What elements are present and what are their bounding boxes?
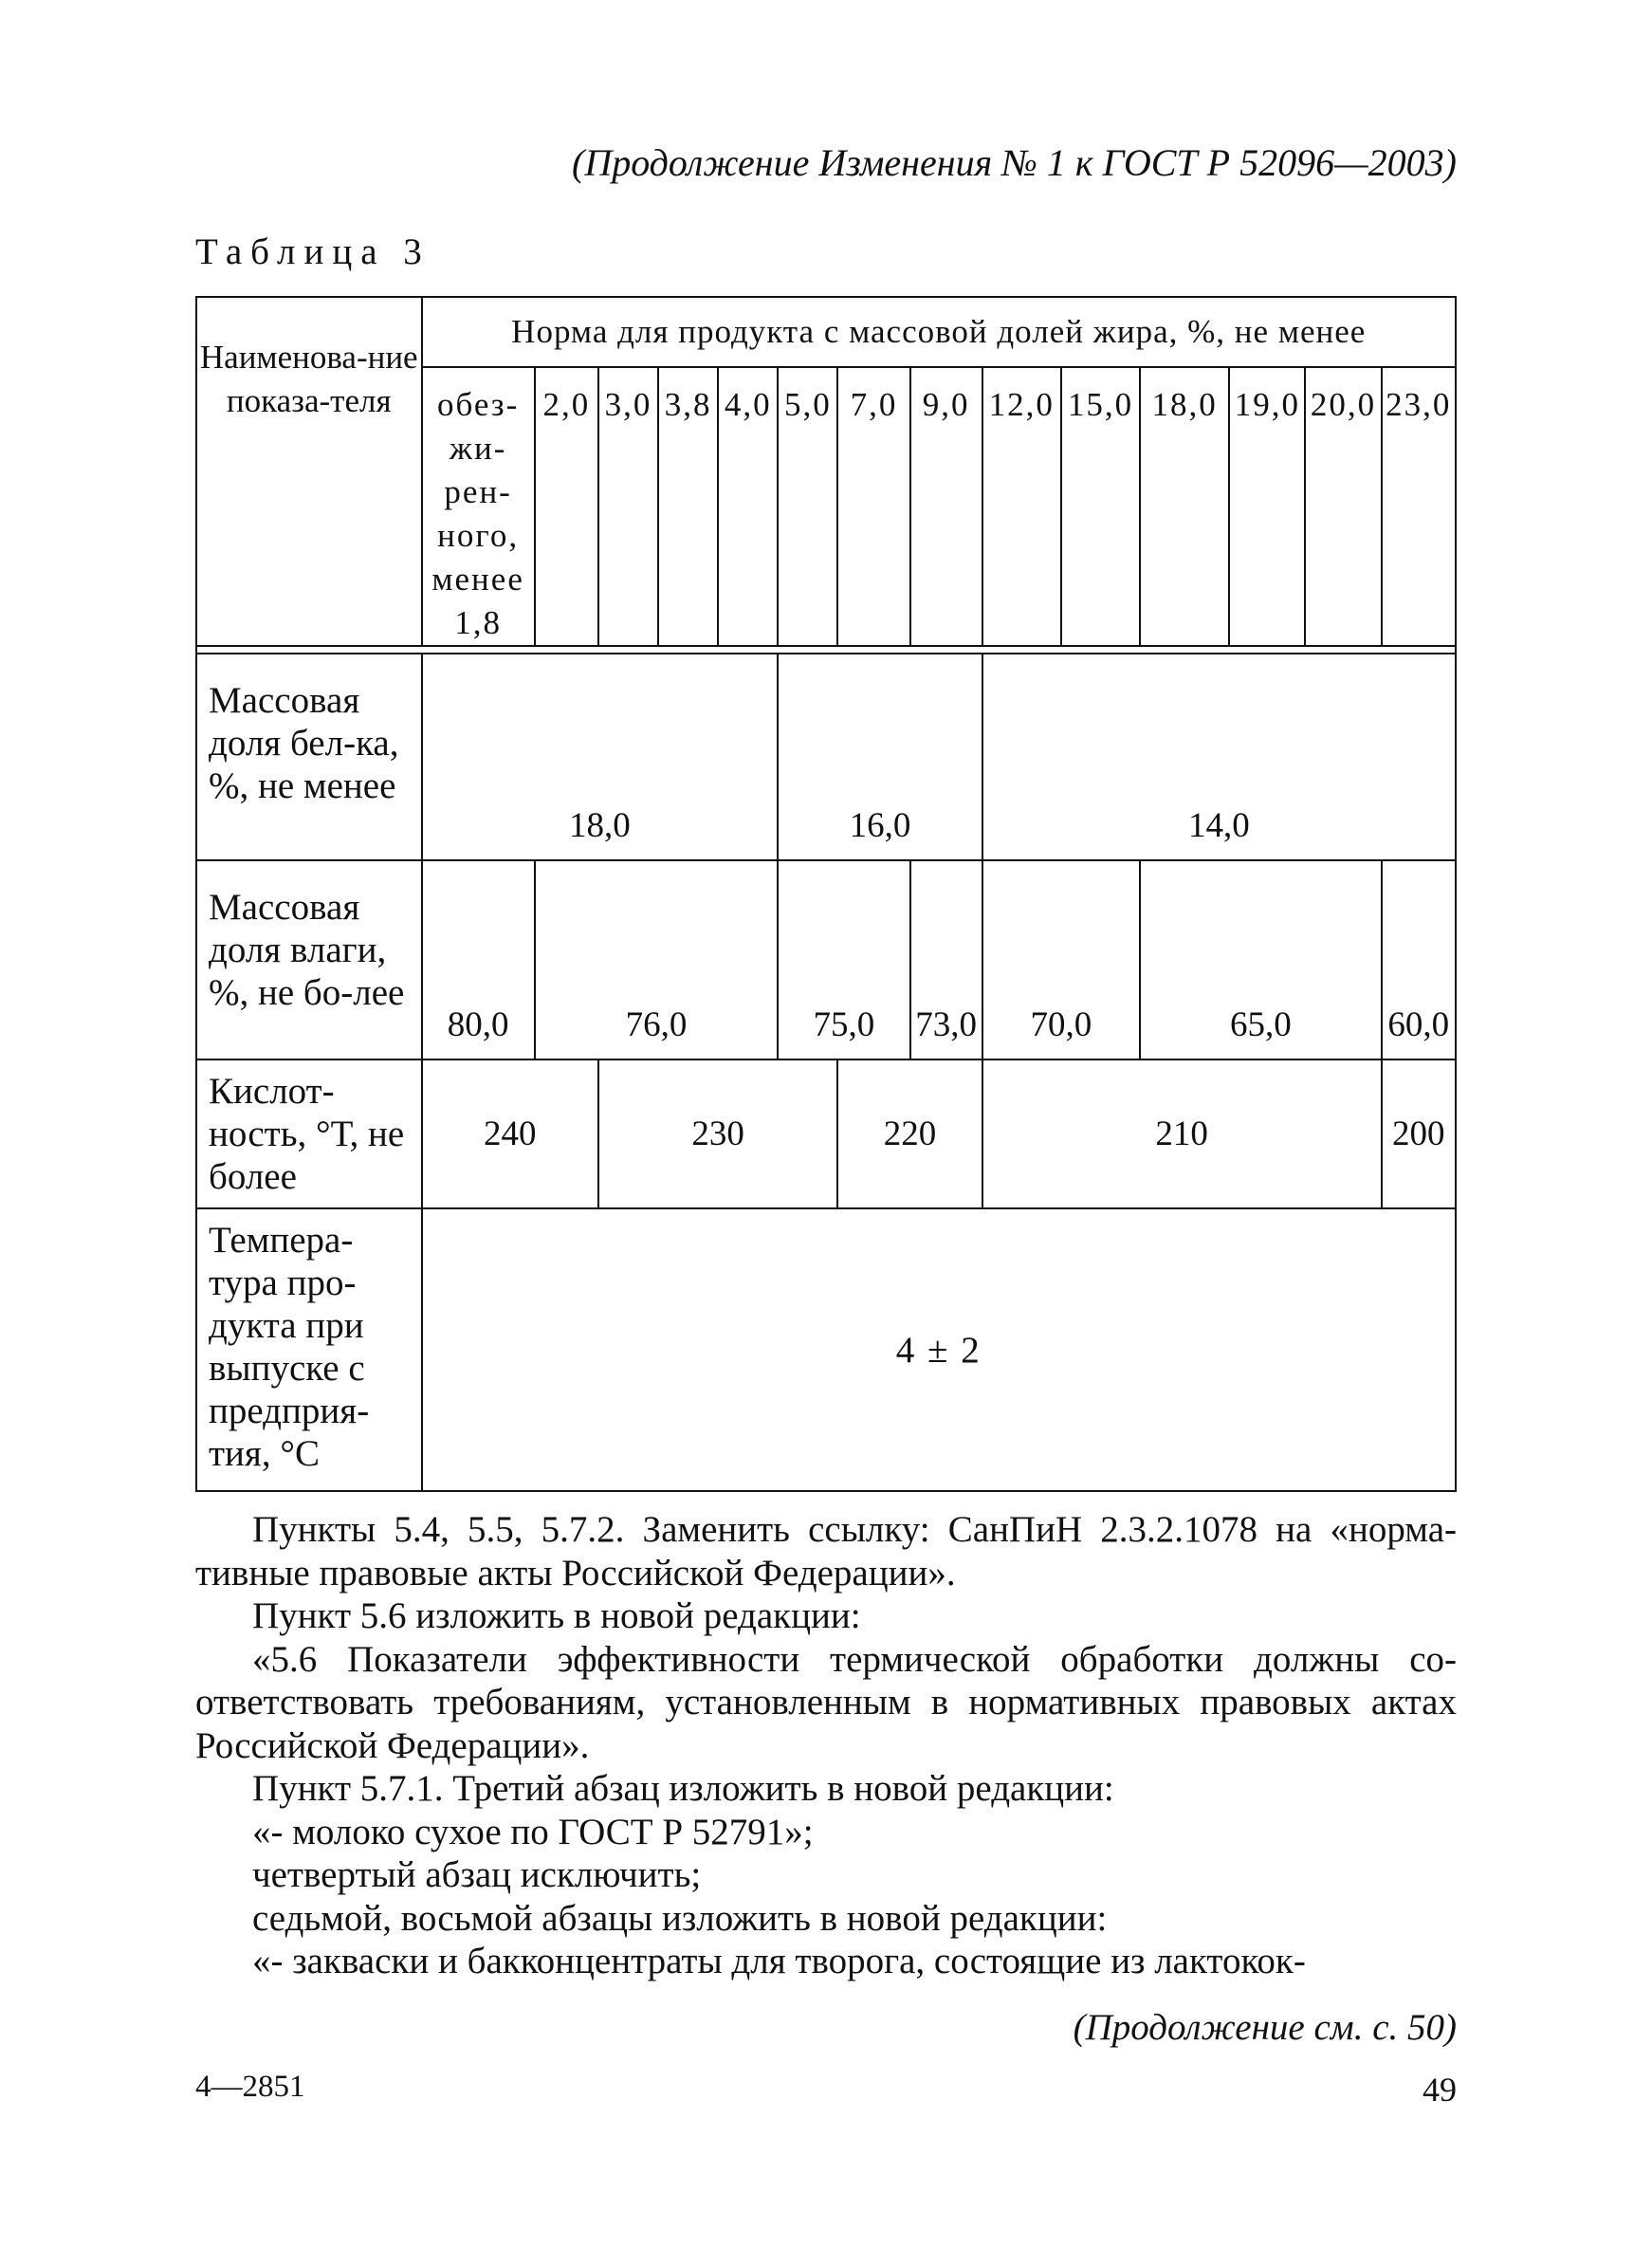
body-text xyxy=(195,1508,1457,1983)
moisture-row xyxy=(196,860,1456,1059)
fat-column-header: 9,0 xyxy=(910,367,982,646)
table-3 xyxy=(195,296,1457,1492)
fat-column-header: 2,0 xyxy=(535,367,598,646)
paragraph: «5.6 Показатели эффективности термической обработки должны со-ответствовать требованиям, установленным в нормативных правовых актах Российской Федерации». xyxy=(195,1638,1457,1766)
footer-code: 4—2851 xyxy=(195,2070,305,2104)
fat-column-header: 12,0 xyxy=(982,367,1061,646)
acidity-label: Кислот-ность, °Т, не более xyxy=(196,1059,422,1208)
moisture-value: 75,0 xyxy=(778,860,909,1059)
table-header-row xyxy=(196,297,1456,367)
acidity-value: 230 xyxy=(598,1059,838,1208)
temperature-row xyxy=(196,1208,1456,1491)
fat-column-header: 20,0 xyxy=(1305,367,1381,646)
acidity-value: 210 xyxy=(982,1059,1382,1208)
acidity-value: 240 xyxy=(422,1059,598,1208)
fat-column-header: 4,0 xyxy=(718,367,778,646)
header-separator xyxy=(196,646,1456,654)
protein-row xyxy=(196,654,1456,860)
temperature-label: Темпера-тура про-дукта при выпуске с предприя-тия, °С xyxy=(196,1208,422,1491)
fat-column-header: 7,0 xyxy=(837,367,909,646)
fat-column-header: обез-жи-рен-ного, менее 1,8 xyxy=(422,367,535,646)
moisture-value: 73,0 xyxy=(910,860,982,1059)
protein-value: 14,0 xyxy=(982,654,1456,860)
temperature-value: 4 ± 2 xyxy=(422,1208,1457,1491)
continuation-header: (Продолжение Изменения № 1 к ГОСТ Р 52096—2003) xyxy=(572,141,1457,184)
paragraph: седьмой, восьмой абзацы изложить в новой редакции: xyxy=(252,1897,1108,1939)
page-number: 49 xyxy=(1423,2071,1457,2109)
moisture-value: 76,0 xyxy=(535,860,779,1059)
fat-column-header: 5,0 xyxy=(778,367,837,646)
moisture-value: 70,0 xyxy=(982,860,1140,1059)
protein-label: Массовая доля бел-ка, %, не менее xyxy=(196,654,422,860)
paragraph: Пункт 5.7.1. Третий абзац изложить в новой редакции: xyxy=(252,1768,1114,1809)
moisture-value: 60,0 xyxy=(1382,860,1456,1059)
paragraph: Пункт 5.6 изложить в новой редакции: xyxy=(252,1595,861,1636)
acidity-row xyxy=(196,1059,1456,1208)
continuation-note: (Продолжение см. с. 50) xyxy=(1073,2007,1457,2048)
paragraph: «- закваски и бакконцентраты для творога, состоящие из лактокок- xyxy=(252,1941,1306,1981)
fat-norm-header: Норма для продукта с массовой долей жира, %, не менее xyxy=(422,297,1457,367)
moisture-value: 80,0 xyxy=(422,860,535,1059)
moisture-label: Массовая доля влаги, %, не бо-лее xyxy=(196,860,422,1059)
fat-column-header: 23,0 xyxy=(1382,367,1456,646)
fat-column-header: 19,0 xyxy=(1229,367,1305,646)
protein-value: 16,0 xyxy=(778,654,982,860)
fat-column-header: 3,0 xyxy=(598,367,658,646)
acidity-value: 200 xyxy=(1382,1059,1456,1208)
moisture-value: 65,0 xyxy=(1140,860,1382,1059)
indicator-name-header: Наименова-ние показа-теля xyxy=(196,297,422,646)
paragraph: четвертый абзац исключить; xyxy=(252,1854,702,1895)
fat-column-header: 15,0 xyxy=(1061,367,1140,646)
paragraph: Пункты 5.4, 5.5, 5.7.2. Заменить ссылку: СанПиН 2.3.2.1078 на «норма-тивные правовые акты Российской Федерации». xyxy=(195,1509,1457,1594)
acidity-value: 220 xyxy=(837,1059,982,1208)
paragraph: «- молоко сухое по ГОСТ Р 52791»; xyxy=(252,1811,814,1852)
protein-value: 18,0 xyxy=(422,654,779,860)
table-caption: Таблица 3 xyxy=(195,231,431,272)
fat-column-header: 3,8 xyxy=(658,367,718,646)
fat-column-header: 18,0 xyxy=(1140,367,1229,646)
